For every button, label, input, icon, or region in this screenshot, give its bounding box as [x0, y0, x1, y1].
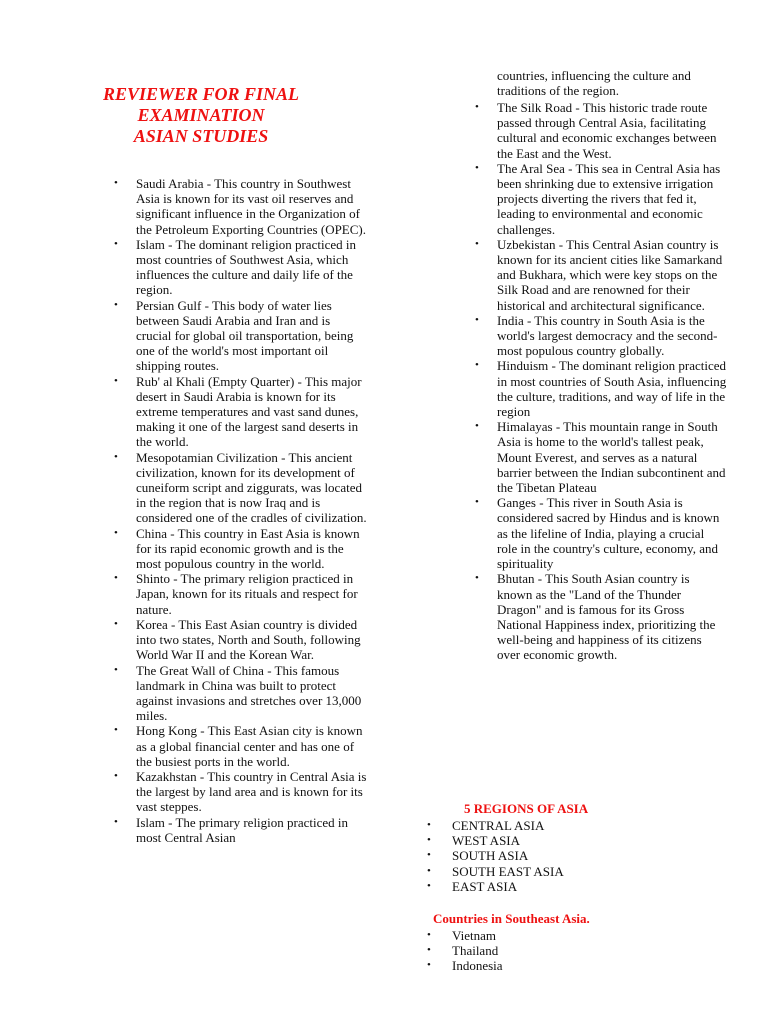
- southeast-asia-heading: Countries in Southeast Asia.: [433, 911, 590, 926]
- list-item: [114, 236, 368, 298]
- list-item: [114, 768, 368, 815]
- bullet-icon: •: [114, 177, 118, 189]
- item-text: WEST ASIA: [452, 833, 521, 849]
- list-item: [427, 863, 652, 879]
- bullet-icon: •: [475, 420, 479, 433]
- bullet-icon: •: [427, 944, 431, 957]
- list-item: [114, 373, 368, 450]
- bullet-icon: •: [427, 849, 431, 862]
- bullet-icon: •: [427, 819, 431, 831]
- item-text: Rub' al Khali (Empty Quarter) - This major desert in Saudi Arabia is known for its extreme temperatures and vast sand dunes, making it one of the largest sand deserts in the world.: [136, 373, 362, 450]
- bullet-icon: •: [475, 161, 479, 174]
- bullet-icon: •: [427, 864, 431, 877]
- bullet-icon: •: [427, 929, 431, 941]
- bullet-icon: •: [114, 724, 118, 737]
- list-item: [114, 176, 368, 237]
- item-text: Korea - This East Asian country is divided into two states, North and South, following World War II and the Korean War.: [136, 616, 361, 663]
- item-text: The Aral Sea - This sea in Central Asia has been shrinking due to extensive irrigation projects diverting the rivers that fed it, leading to environmental and economic challenges.: [497, 160, 721, 237]
- list-item: [114, 723, 368, 769]
- column2-list: [475, 100, 727, 663]
- bullet-icon: •: [114, 572, 118, 585]
- bullet-icon: •: [427, 879, 431, 892]
- item-text: SOUTH EAST ASIA: [452, 863, 564, 879]
- bullet-icon: •: [475, 359, 479, 372]
- regions-list: [427, 818, 652, 894]
- bullet-icon: •: [427, 834, 431, 847]
- title-line-3: ASIAN STUDIES: [133, 126, 269, 146]
- list-item: [475, 312, 727, 359]
- bullet-icon: •: [427, 959, 431, 972]
- item-text: SOUTH ASIA: [452, 848, 529, 864]
- item-text: Vietnam: [452, 928, 496, 943]
- column1-list: [114, 176, 368, 845]
- list-item: [427, 833, 652, 849]
- list-item: [427, 958, 652, 974]
- item-text: Thailand: [452, 943, 499, 959]
- document-title: [66, 84, 336, 147]
- item-text: EAST ASIA: [452, 878, 518, 894]
- title-line-2: EXAMINATION: [137, 105, 265, 125]
- bullet-icon: •: [114, 663, 118, 676]
- list-item: [427, 928, 652, 943]
- list-item: [114, 449, 368, 526]
- list-item: [114, 814, 368, 845]
- list-item: [427, 848, 652, 864]
- list-item: [475, 495, 727, 572]
- item-text: Kazakhstan - This country in Central Asia is the largest by land area and is known for its vast steppes.: [136, 768, 367, 815]
- list-item: [114, 616, 368, 663]
- list-item: [475, 358, 727, 420]
- bullet-icon: •: [114, 815, 118, 828]
- item-text: Islam - The dominant religion practiced in most countries of Southwest Asia, which influences the culture and daily life of the region.: [136, 236, 356, 298]
- item-text: The Silk Road - This historic trade route passed through Central Asia, facilitating cultural and economic exchanges between the East and the West.: [497, 100, 717, 161]
- bullet-icon: •: [475, 572, 479, 585]
- list-item: [114, 297, 368, 374]
- item-text: Saudi Arabia - This country in Southwest Asia is known for its vast oil reserves and significant influence in the Organization of the Petroleum Exporting Countries (OPEC).: [136, 176, 367, 237]
- item-text: Bhutan - This South Asian country is known as the "Land of the Thunder Dragon" and is famous for its Gross National Happiness index, prioritizing the well-being and happiness of its citizens over economic growth.: [497, 571, 716, 663]
- item-text: Indonesia: [452, 958, 503, 974]
- list-item: [475, 419, 727, 496]
- item-text: China - This country in East Asia is known for its rapid economic growth and is the most populous country in the world.: [136, 525, 360, 572]
- item-text: The Great Wall of China - This famous landmark in China was built to protect against invasions and stretches over 13,000 miles.: [136, 662, 362, 724]
- item-text: CENTRAL ASIA: [452, 818, 545, 833]
- item-text: Uzbekistan - This Central Asian country is known for its ancient cities like Samarkand and Bukhara, which were key stops on the Silk Road and are renowned for their historical and architectural significance.: [497, 236, 723, 313]
- list-item: [114, 571, 368, 617]
- regions-heading: 5 REGIONS OF ASIA: [464, 801, 589, 816]
- bullet-icon: •: [114, 298, 118, 311]
- bullet-icon: •: [114, 450, 118, 463]
- item-text: Islam - The primary religion practiced in most Central Asian: [136, 814, 349, 845]
- item-text: Ganges - This river in South Asia is considered sacred by Hindus and is known as the lifeline of India, playing a crucial role in the country's culture, economy, and spirituality: [497, 495, 720, 572]
- item-text: Mesopotamian Civilization - This ancient civilization, known for its development of cuneiform script and ziggurats, was located in the region that is now Iraq and is considered one of the cradles of civilization.: [136, 449, 367, 526]
- bullet-icon: •: [475, 313, 479, 326]
- bullet-icon: •: [475, 496, 479, 509]
- list-item: [114, 525, 368, 572]
- southeast-asia-list: [427, 928, 652, 974]
- list-item: [475, 236, 727, 313]
- bullet-icon: •: [114, 526, 118, 539]
- title-line-1: REVIEWER FOR FINAL: [102, 84, 300, 104]
- bullet-icon: •: [475, 101, 479, 113]
- item-text: Persian Gulf - This body of water lies between Saudi Arabia and Iran and is crucial for global oil transportation, being one of the world's most important oil shipping routes.: [136, 297, 354, 374]
- bullet-icon: •: [114, 374, 118, 387]
- list-item: [475, 571, 727, 663]
- item-text: Hong Kong - This East Asian city is known as a global financial center and has one of the busiest ports in the world.: [136, 723, 363, 769]
- item-text: Shinto - The primary religion practiced in Japan, known for its rituals and respect for nature.: [136, 571, 358, 617]
- bullet-icon: •: [114, 769, 118, 782]
- list-item: [114, 662, 368, 724]
- item-text: India - This country in South Asia is the world's largest democracy and the second-most populous country globally.: [497, 312, 718, 359]
- list-item: [475, 160, 727, 237]
- bullet-icon: •: [114, 237, 118, 250]
- list-item: [475, 100, 727, 161]
- item-text: Himalayas - This mountain range in South Asia is home to the world's tallest peak, Mount Everest, and serves as a natural barrier between the Indian subcontinent and the Tibetan Plateau: [497, 419, 726, 496]
- list-item: [427, 818, 652, 833]
- bullet-icon: •: [475, 237, 479, 250]
- list-item: [427, 878, 652, 894]
- list-item: [427, 943, 652, 959]
- bullet-icon: •: [114, 617, 118, 630]
- item-text: Hinduism - The dominant religion practiced in most countries of South Asia, influencing the culture, traditions, and way of life in the region: [497, 358, 727, 420]
- column2-continuation-text: countries, influencing the culture and traditions of the region.: [497, 68, 691, 99]
